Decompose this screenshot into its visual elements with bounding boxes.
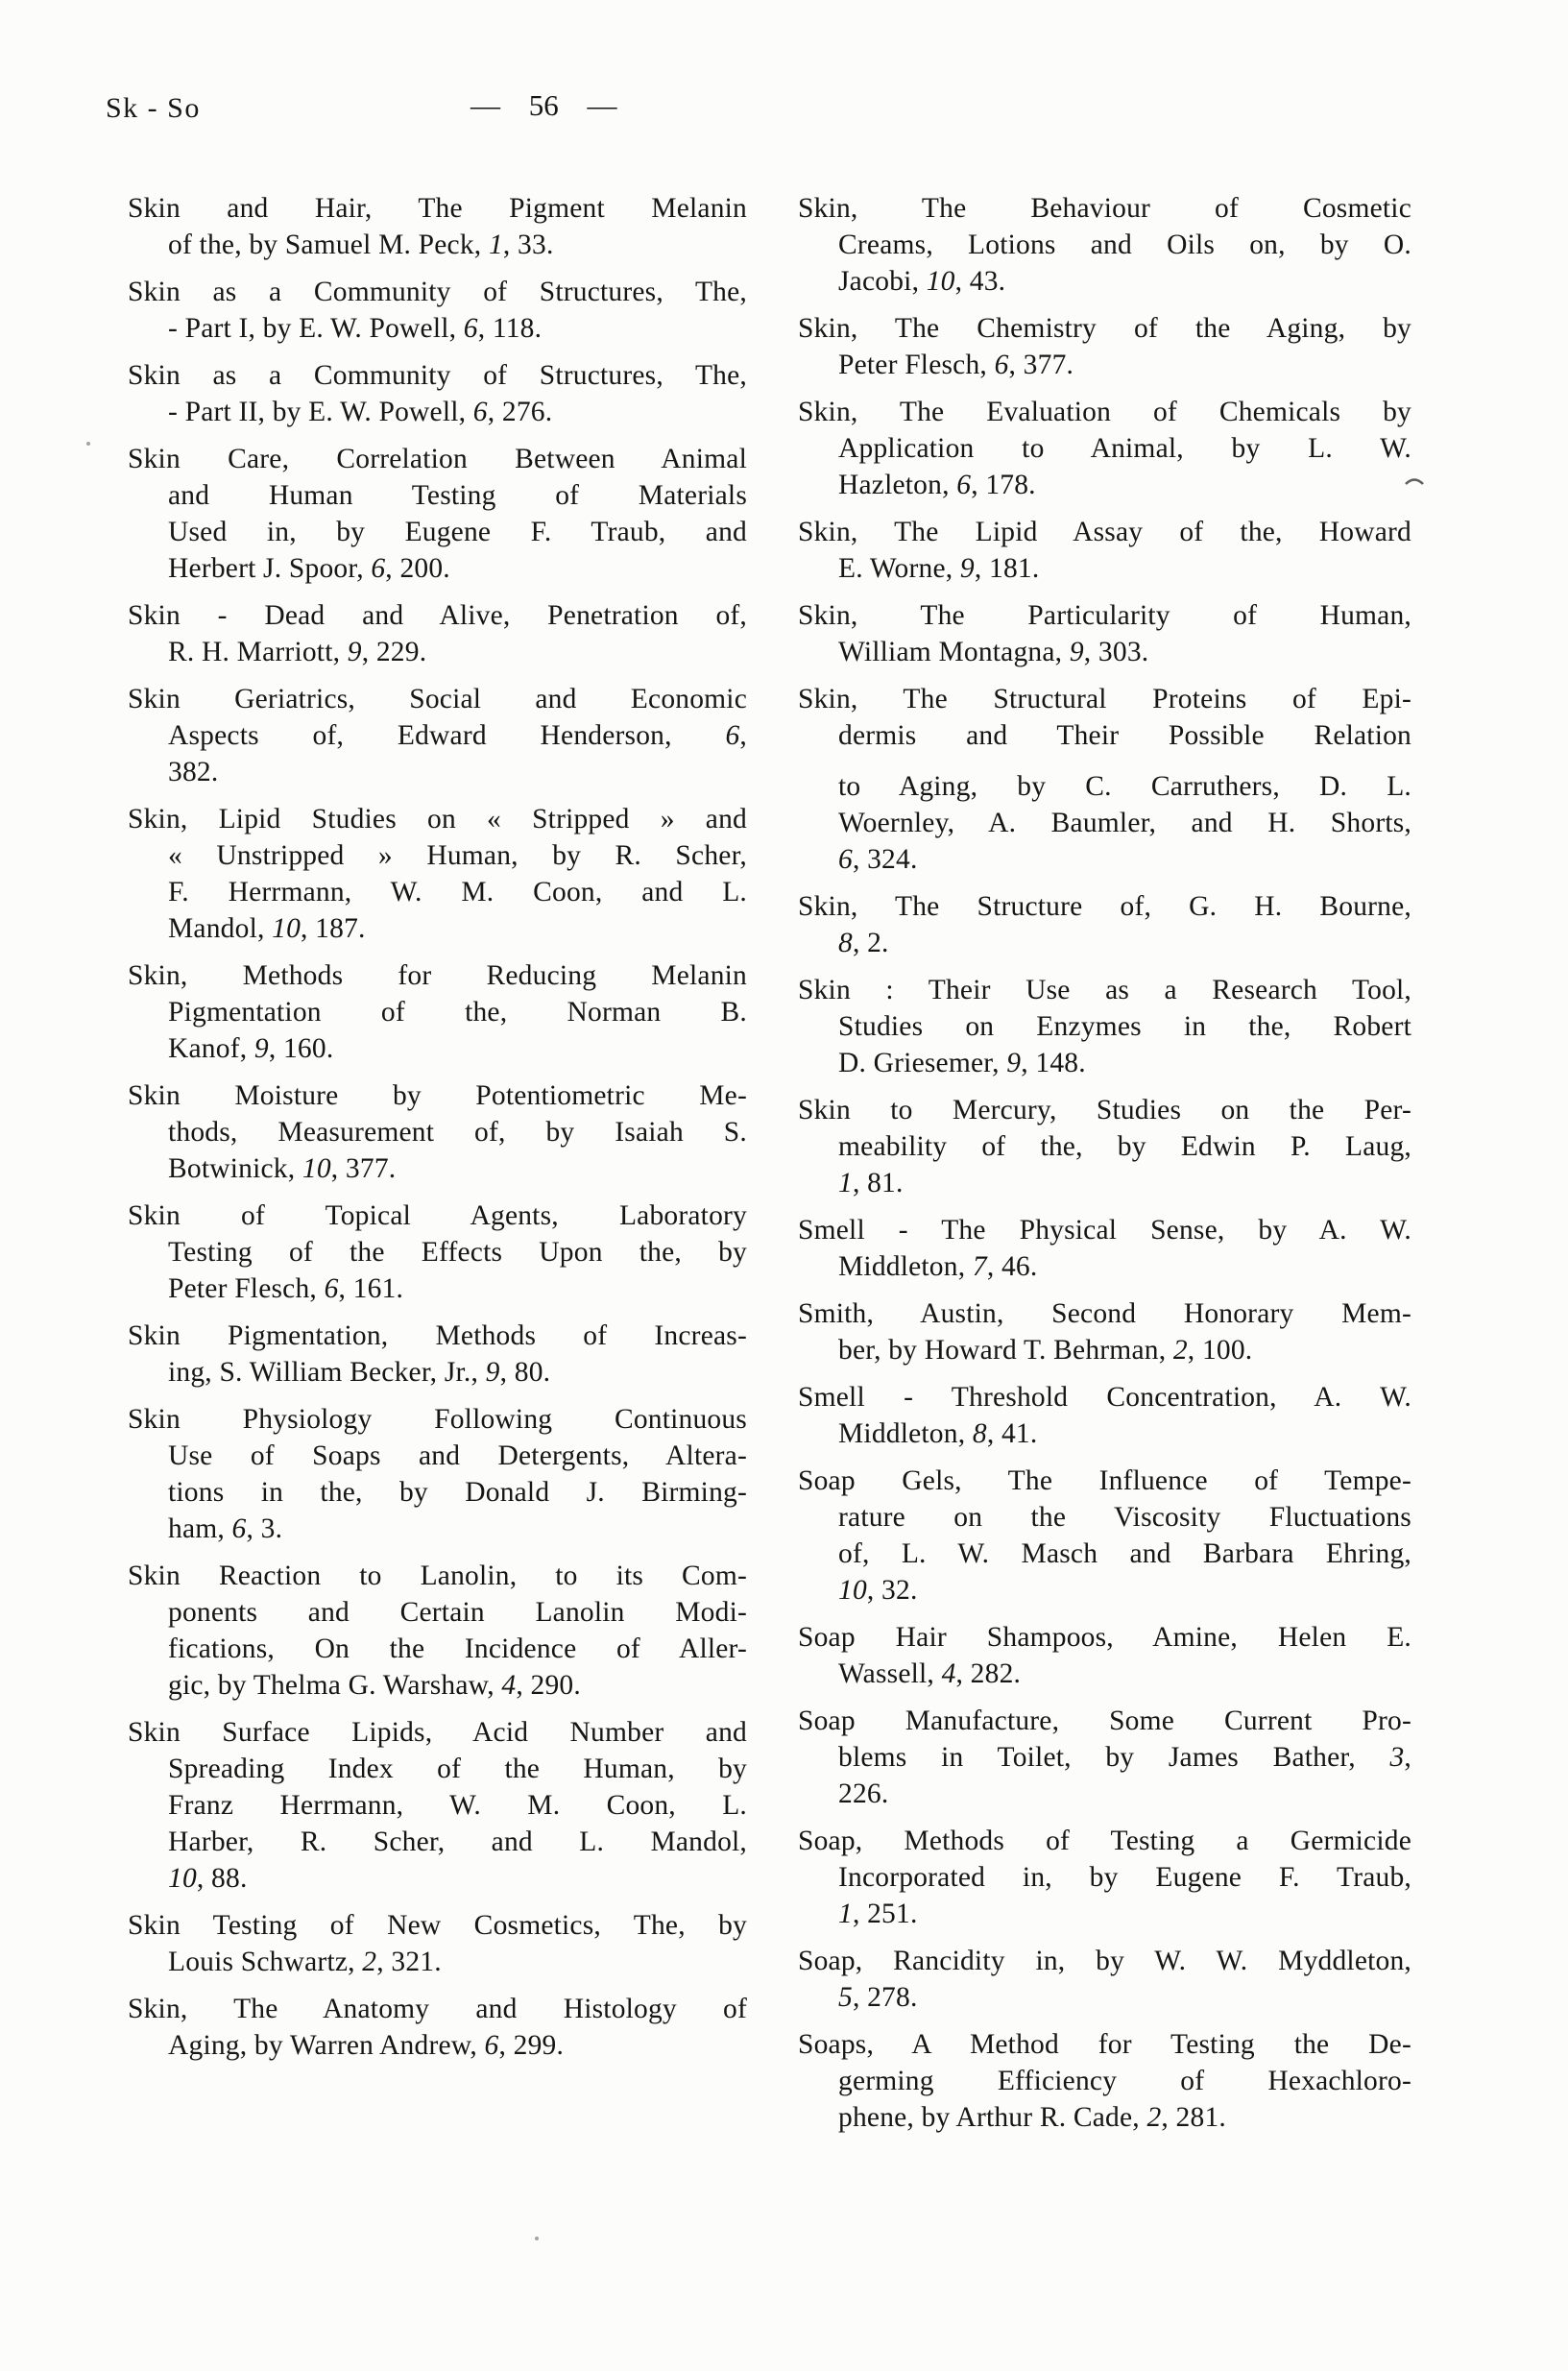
index-entry-line: Skin Moisture by Potentiometric Me- (128, 1080, 747, 1111)
index-entry-line: dermis and Their Possible Relation (838, 720, 1411, 751)
index-entry-line: Smith, Austin, Second Honorary Mem- (798, 1298, 1411, 1329)
index-entry-line: Soap Gels, The Influence of Tempe- (798, 1465, 1411, 1496)
index-entry (798, 190, 1411, 300)
index-entry-line: Skin Testing of New Cosmetics, The, by (128, 1910, 747, 1941)
index-entry-line: F. Herrmann, W. M. Coon, and L. (168, 877, 747, 907)
index-entry-line: Peter Flesch, 6, 377. (838, 350, 1074, 380)
index-entry (798, 1619, 1411, 1692)
index-entry-line: Soap Hair Shampoos, Amine, Helen E. (798, 1622, 1411, 1653)
index-entry (128, 1318, 747, 1391)
index-entry-line: R. H. Marriott, 9, 229. (168, 637, 427, 667)
index-entry-line: fications, On the Incidence of Aller- (168, 1633, 747, 1664)
index-entry-line: ber, by Howard T. Behrman, 2, 100. (838, 1335, 1253, 1366)
index-entry (128, 681, 747, 790)
index-entry-line: Skin, The Particularity of Human, (798, 600, 1411, 631)
index-entry-line: Soap, Methods of Testing a Germicide (798, 1826, 1411, 1856)
index-entry-line: Skin, The Lipid Assay of the, Howard (798, 517, 1411, 547)
index-entry (798, 394, 1411, 503)
index-entry-line: 382. (168, 757, 219, 787)
index-entry (798, 310, 1411, 383)
index-entry-line: Aspects of, Edward Henderson, 6, (168, 720, 747, 751)
index-entry-line: Application to Animal, by L. W. (838, 433, 1411, 464)
index-entry-line: Skin : Their Use as a Research Tool, (798, 975, 1411, 1005)
index-entry-line: blems in Toilet, by James Bather, 3, (838, 1742, 1411, 1773)
index-entry (798, 2026, 1411, 2136)
scan-artifact-dot (535, 2237, 539, 2240)
index-entry-line: Mandol, 10, 187. (168, 913, 366, 944)
index-entry-line: 1, 81. (838, 1168, 904, 1198)
header-page-number: — 56 — (470, 88, 617, 122)
index-entry-line: rature on the Viscosity Fluctuations (838, 1502, 1411, 1533)
index-entry-line: phene, by Arthur R. Cade, 2, 281. (838, 2102, 1226, 2133)
index-entry-line: meability of the, by Edwin P. Laug, (838, 1131, 1411, 1162)
index-entry-line: - Part II, by E. W. Powell, 6, 276. (168, 397, 553, 427)
index-entry-line: Franz Herrmann, W. M. Coon, L. (168, 1790, 747, 1821)
header-section-range: Sk - So (106, 92, 201, 124)
index-entry (128, 957, 747, 1067)
index-entry-line: 8, 2. (838, 928, 889, 958)
index-entry (798, 972, 1411, 1081)
index-entry-line: Wassell, 4, 282. (838, 1658, 1022, 1689)
index-entry (798, 888, 1411, 961)
index-entry-line: Skin Geriatrics, Social and Economic (128, 684, 747, 714)
index-entry-line: Skin Physiology Following Continuous (128, 1404, 747, 1435)
index-entry-line: Skin to Mercury, Studies on the Per- (798, 1095, 1411, 1125)
index-entry-line: thods, Measurement of, by Isaiah S. (168, 1117, 747, 1148)
index-entry-line: Skin - Dead and Alive, Penetration of, (128, 600, 747, 631)
index-entry-line: Pigmentation of the, Norman B. (168, 997, 747, 1028)
index-entry-line: E. Worne, 9, 181. (838, 553, 1040, 584)
index-entry-line: Middleton, 8, 41. (838, 1418, 1038, 1449)
index-entry-line: Skin Care, Correlation Between Animal (128, 444, 747, 474)
index-entry-line: germing Efficiency of Hexachloro- (838, 2066, 1411, 2096)
index-entry-line: 226. (838, 1778, 889, 1809)
index-entry (128, 274, 747, 347)
index-entry (128, 1907, 747, 1980)
index-entry-line: and Human Testing of Materials (168, 480, 747, 511)
index-entry-line: 6, 324. (838, 844, 918, 875)
index-entry-line: Skin, The Structural Proteins of Epi- (798, 684, 1411, 714)
index-entry-line: William Montagna, 9, 303. (838, 637, 1149, 667)
index-entry (128, 1558, 747, 1704)
index-entry-line: Skin, The Behaviour of Cosmetic (798, 193, 1411, 224)
index-entry-line: Woernley, A. Baumler, and H. Shorts, (838, 808, 1411, 838)
index-entry (128, 597, 747, 670)
index-entry (798, 1943, 1411, 2016)
index-entry-line: Use of Soaps and Detergents, Altera- (168, 1440, 747, 1471)
index-entry-line: Skin as a Community of Structures, The, (128, 277, 747, 307)
index-entry-line: gic, by Thelma G. Warshaw, 4, 290. (168, 1670, 581, 1701)
index-entry (128, 1714, 747, 1897)
index-entry-line: tions in the, by Donald J. Birming- (168, 1477, 747, 1508)
index-entry (798, 1463, 1411, 1609)
index-entry-line: Skin of Topical Agents, Laboratory (128, 1200, 747, 1231)
index-entry-line: Skin, Lipid Studies on « Stripped » and (128, 804, 747, 835)
index-entry-line: Louis Schwartz, 2, 321. (168, 1947, 442, 1977)
index-entry-line: 10, 32. (838, 1575, 918, 1606)
index-entry-line: Skin, The Anatomy and Histology of (128, 1994, 747, 2024)
index-entry-line: Harber, R. Scher, and L. Mandol, (168, 1827, 747, 1857)
index-entry-line: Incorporated in, by Eugene F. Traub, (838, 1862, 1411, 1893)
index-entry (128, 190, 747, 263)
index-entry-line: Used in, by Eugene F. Traub, and (168, 517, 747, 547)
index-entry-line: 10, 88. (168, 1863, 248, 1894)
index-entry-line: Studies on Enzymes in the, Robert (838, 1011, 1411, 1042)
scan-artifact-mark (1404, 474, 1425, 486)
index-entry-line: Soaps, A Method for Testing the De- (798, 2029, 1411, 2060)
index-entry-line: Soap Manufacture, Some Current Pro- (798, 1706, 1411, 1736)
index-entry-line: Kanof, 9, 160. (168, 1033, 334, 1064)
index-entry-line: ham, 6, 3. (168, 1513, 283, 1544)
index-entry (798, 1092, 1411, 1201)
index-entry-line: Hazleton, 6, 178. (838, 470, 1036, 500)
index-entry-line: Creams, Lotions and Oils on, by O. (838, 230, 1411, 260)
index-entry (798, 1823, 1411, 1932)
index-entry (128, 801, 747, 947)
index-entry-line: Skin Pigmentation, Methods of Increas- (128, 1320, 747, 1351)
index-entry-line: Spreading Index of the Human, by (168, 1754, 747, 1784)
index-entry-line: Testing of the Effects Upon the, by (168, 1237, 747, 1268)
index-entry-line: - Part I, by E. W. Powell, 6, 118. (168, 313, 543, 344)
index-entry-line: Herbert J. Spoor, 6, 200. (168, 553, 450, 584)
index-entry-line: ing, S. William Becker, Jr., 9, 80. (168, 1357, 551, 1388)
index-entry (128, 441, 747, 587)
index-entry-line: Smell - Threshold Concentration, A. W. (798, 1382, 1411, 1413)
index-entry-line: Jacobi, 10, 43. (838, 266, 1006, 297)
index-entry-line: Skin Reaction to Lanolin, to its Com- (128, 1561, 747, 1591)
index-entry (128, 1077, 747, 1187)
index-entry-line: Skin, The Chemistry of the Aging, by (798, 313, 1411, 344)
index-entry-line: Skin Surface Lipids, Acid Number and (128, 1717, 747, 1748)
index-entry (128, 357, 747, 430)
index-entry-line: Skin as a Community of Structures, The, (128, 360, 747, 391)
index-entry-line: Middleton, 7, 46. (838, 1251, 1038, 1282)
index-entry-line: Skin, Methods for Reducing Melanin (128, 960, 747, 991)
index-entry-line: of the, by Samuel M. Peck, 1, 33. (168, 230, 554, 260)
index-entry-line: Skin, The Structure of, G. H. Bourne, (798, 891, 1411, 922)
index-entry-line: Peter Flesch, 6, 161. (168, 1273, 404, 1304)
index-column-right (798, 190, 1411, 2146)
index-entry (798, 514, 1411, 587)
index-entry-line: 1, 251. (838, 1899, 918, 1929)
index-entry-line: D. Griesemer, 9, 148. (838, 1048, 1086, 1078)
index-entry-line: Skin and Hair, The Pigment Melanin (128, 193, 747, 224)
index-entry (798, 681, 1411, 878)
index-entry (798, 597, 1411, 670)
index-entry-line: Botwinick, 10, 377. (168, 1153, 397, 1184)
index-entry-line: Aging, by Warren Andrew, 6, 299. (168, 2030, 565, 2061)
index-entry (798, 1295, 1411, 1368)
index-entry-line: Skin, The Evaluation of Chemicals by (798, 397, 1411, 427)
index-entry (128, 1991, 747, 2064)
index-entry-line: « Unstripped » Human, by R. Scher, (168, 840, 747, 871)
index-entry (798, 1212, 1411, 1285)
index-entry (798, 1379, 1411, 1452)
scan-artifact-dot (86, 442, 90, 446)
index-entry-line: Soap, Rancidity in, by W. W. Myddleton, (798, 1946, 1411, 1976)
index-entry-line: ponents and Certain Lanolin Modi- (168, 1597, 747, 1628)
index-entry (798, 1703, 1411, 1812)
index-entry-line: Smell - The Physical Sense, by A. W. (798, 1215, 1411, 1246)
index-entry-line: of, L. W. Masch and Barbara Ehring, (838, 1538, 1411, 1569)
index-entry-line: 5, 278. (838, 1982, 918, 2013)
index-entry-line: to Aging, by C. Carruthers, D. L. (838, 771, 1411, 802)
index-entry (128, 1198, 747, 1307)
index-entry (128, 1401, 747, 1547)
index-column-left (128, 190, 747, 2074)
